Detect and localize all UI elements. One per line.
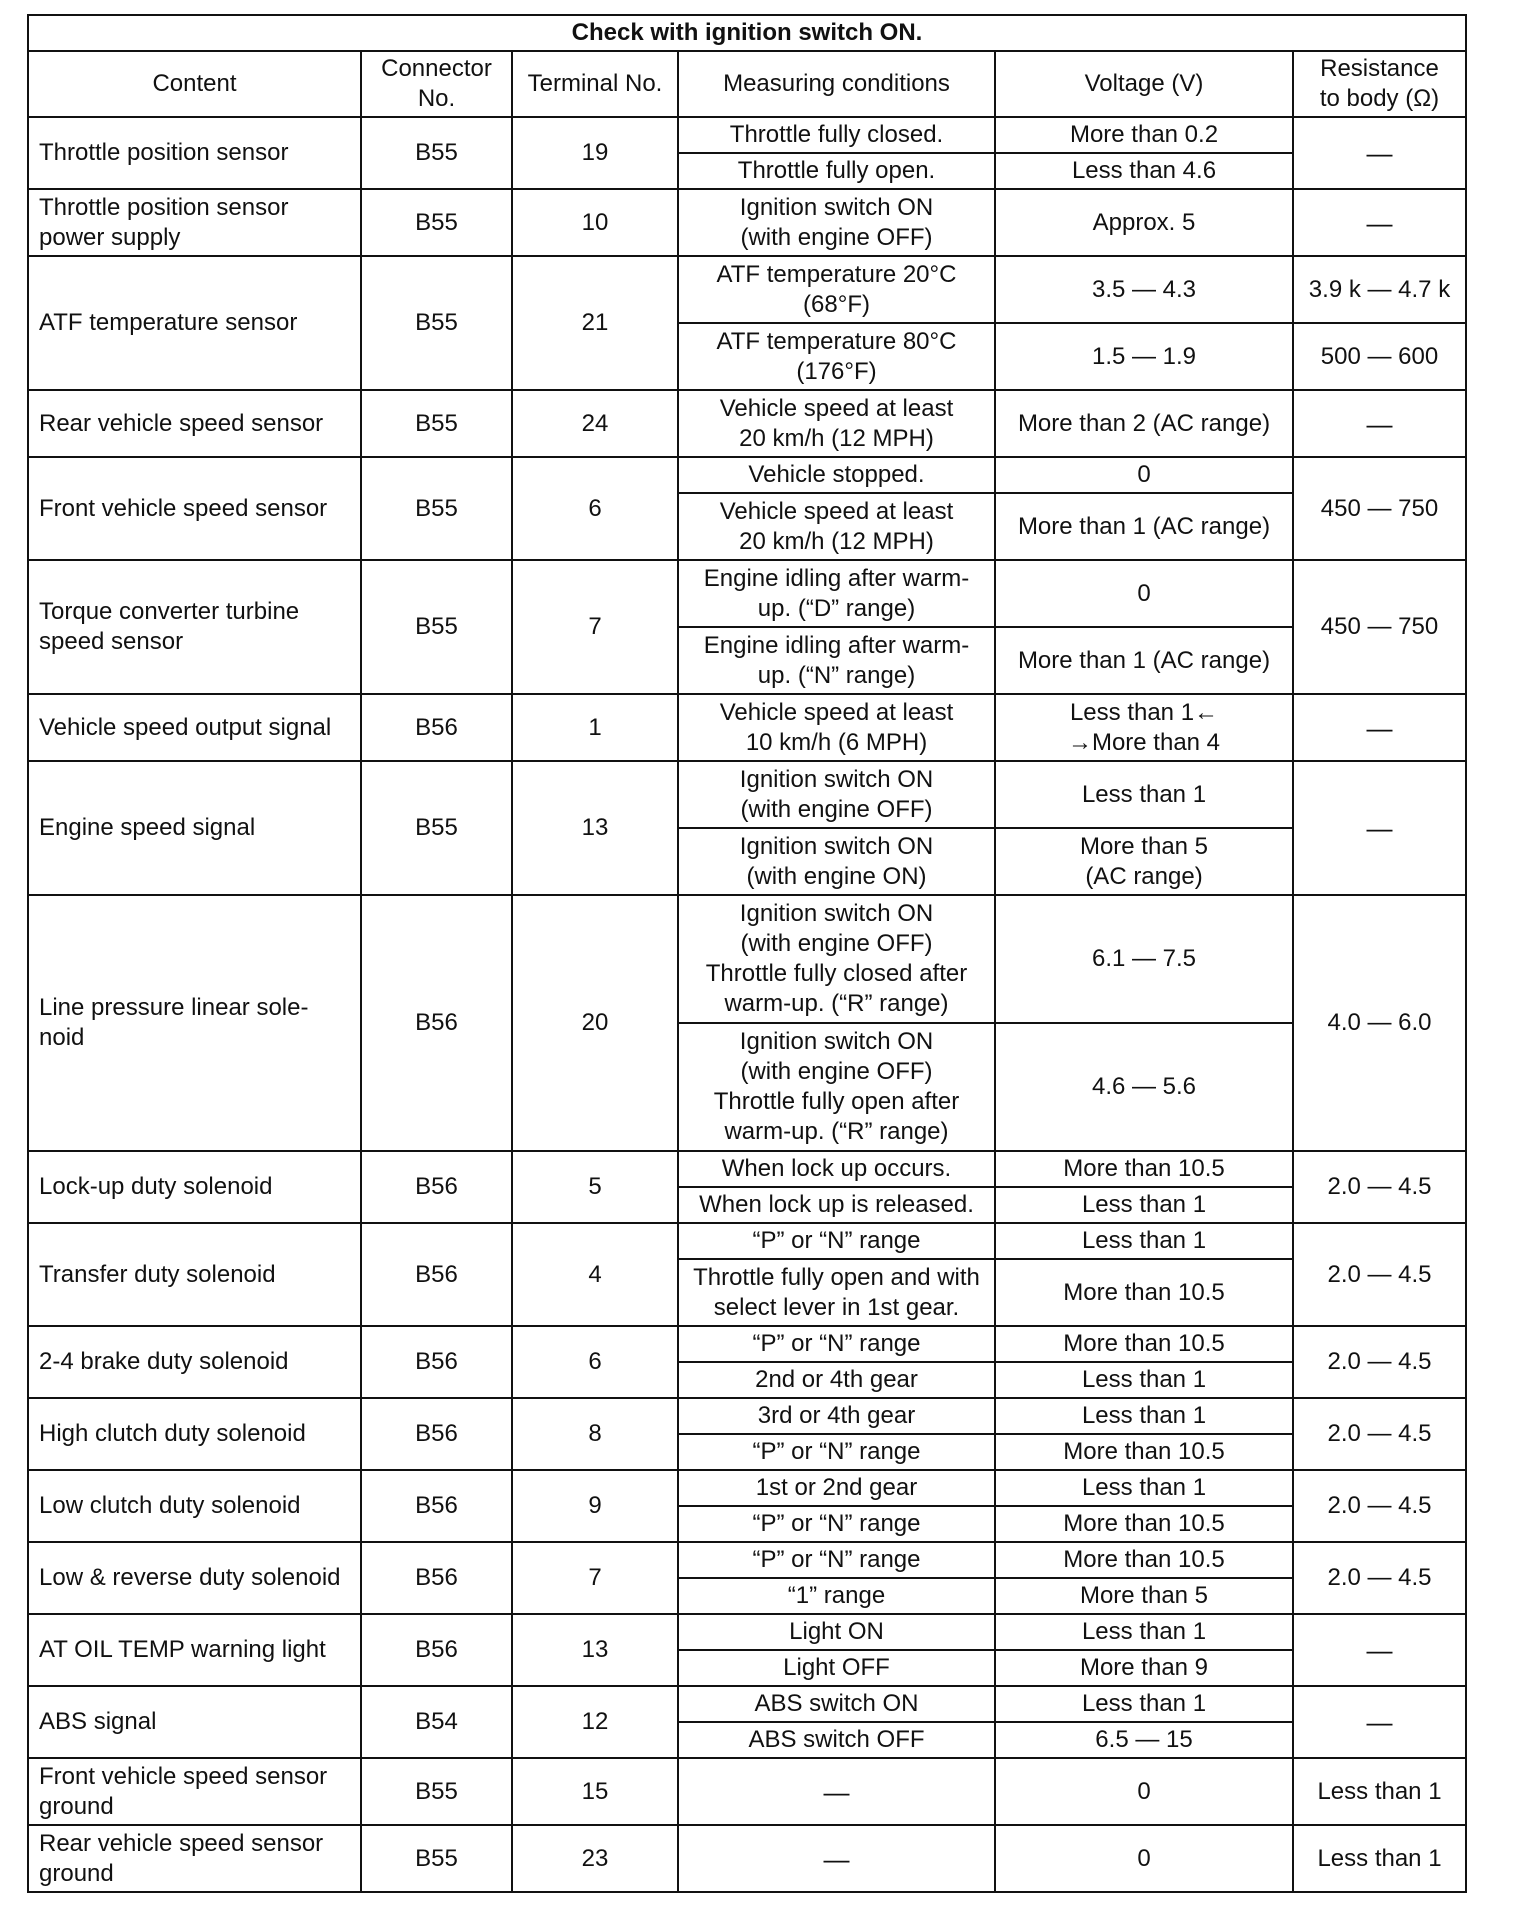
resistance-cell: — xyxy=(1293,1614,1466,1686)
terminal-cell: 9 xyxy=(512,1470,678,1542)
voltage-cell: 3.5 — 4.3 xyxy=(995,256,1293,323)
terminal-cell: 13 xyxy=(512,1614,678,1686)
terminal-cell: 6 xyxy=(512,1326,678,1398)
header-resistance: Resistance to body (Ω) xyxy=(1293,51,1466,117)
content-cell: Throttle position sensor power supply xyxy=(28,189,361,256)
table-row xyxy=(28,1470,1466,1506)
table-row xyxy=(28,457,1466,493)
resistance-cell: 2.0 — 4.5 xyxy=(1293,1326,1466,1398)
content-cell: Rear vehicle speed sensor ground xyxy=(28,1825,361,1892)
table-row xyxy=(28,1223,1466,1259)
connector-cell: B55 xyxy=(361,1758,512,1825)
resistance-cell: 2.0 — 4.5 xyxy=(1293,1398,1466,1470)
resistance-cell: 2.0 — 4.5 xyxy=(1293,1470,1466,1542)
content-cell: ATF temperature sensor xyxy=(28,256,361,390)
voltage-cell: More than 10.5 xyxy=(995,1542,1293,1578)
condition-cell: ABS switch OFF xyxy=(678,1722,995,1758)
voltage-cell: Less than 1 xyxy=(995,1686,1293,1722)
resistance-cell: — xyxy=(1293,189,1466,256)
condition-cell: “P” or “N” range xyxy=(678,1542,995,1578)
condition-cell: Ignition switch ON (with engine OFF) Throttle fully closed after warm-up. (“R” range) xyxy=(678,895,995,1023)
table-row xyxy=(28,1614,1466,1650)
condition-cell: 2nd or 4th gear xyxy=(678,1362,995,1398)
content-cell: Low & reverse duty solenoid xyxy=(28,1542,361,1614)
table-row xyxy=(28,256,1466,323)
content-cell: 2-4 brake duty solenoid xyxy=(28,1326,361,1398)
condition-cell: Throttle fully open and with select lever in 1st gear. xyxy=(678,1259,995,1326)
connector-cell: B56 xyxy=(361,1614,512,1686)
terminal-cell: 8 xyxy=(512,1398,678,1470)
content-cell: Low clutch duty solenoid xyxy=(28,1470,361,1542)
connector-cell: B55 xyxy=(361,457,512,560)
table-row xyxy=(28,1758,1466,1825)
resistance-cell: 500 — 600 xyxy=(1293,323,1466,390)
condition-cell: Vehicle stopped. xyxy=(678,457,995,493)
terminal-cell: 20 xyxy=(512,895,678,1151)
condition-cell: Engine idling after warm- up. (“D” range) xyxy=(678,560,995,627)
content-cell: Lock-up duty solenoid xyxy=(28,1151,361,1223)
header-connector: Connector No. xyxy=(361,51,512,117)
connector-cell: B56 xyxy=(361,1223,512,1326)
voltage-cell: More than 2 (AC range) xyxy=(995,390,1293,457)
condition-cell: Vehicle speed at least 20 km/h (12 MPH) xyxy=(678,493,995,560)
table-row xyxy=(28,1686,1466,1722)
voltage-cell: More than 10.5 xyxy=(995,1326,1293,1362)
content-cell: Front vehicle speed sensor xyxy=(28,457,361,560)
connector-cell: B55 xyxy=(361,256,512,390)
condition-cell: “P” or “N” range xyxy=(678,1506,995,1542)
condition-cell: — xyxy=(678,1758,995,1825)
voltage-cell: Approx. 5 xyxy=(995,189,1293,256)
table-row xyxy=(28,560,1466,627)
table-row xyxy=(28,761,1466,828)
voltage-cell: More than 10.5 xyxy=(995,1151,1293,1187)
voltage-cell: Less than 1 xyxy=(995,1470,1293,1506)
condition-cell: Light ON xyxy=(678,1614,995,1650)
content-cell: Line pressure linear sole- noid xyxy=(28,895,361,1151)
condition-cell: When lock up is released. xyxy=(678,1187,995,1223)
resistance-cell: Less than 1 xyxy=(1293,1825,1466,1892)
table-row xyxy=(28,117,1466,153)
condition-cell: Ignition switch ON (with engine OFF) xyxy=(678,189,995,256)
header-measuring-conditions: Measuring conditions xyxy=(678,51,995,117)
voltage-cell: 0 xyxy=(995,1758,1293,1825)
terminal-cell: 21 xyxy=(512,256,678,390)
condition-cell: 3rd or 4th gear xyxy=(678,1398,995,1434)
terminal-cell: 4 xyxy=(512,1223,678,1326)
resistance-cell: 450 — 750 xyxy=(1293,457,1466,560)
condition-cell: — xyxy=(678,1825,995,1892)
voltage-cell: More than 0.2 xyxy=(995,117,1293,153)
voltage-cell: More than 10.5 xyxy=(995,1506,1293,1542)
voltage-cell: More than 5 (AC range) xyxy=(995,828,1293,895)
header-terminal: Terminal No. xyxy=(512,51,678,117)
terminal-cell: 15 xyxy=(512,1758,678,1825)
connector-cell: B54 xyxy=(361,1686,512,1758)
voltage-cell: Less than 1 xyxy=(995,1362,1293,1398)
voltage-cell: More than 1 (AC range) xyxy=(995,493,1293,560)
table-caption: Check with ignition switch ON. xyxy=(28,15,1466,51)
condition-cell: 1st or 2nd gear xyxy=(678,1470,995,1506)
condition-cell: When lock up occurs. xyxy=(678,1151,995,1187)
connector-cell: B56 xyxy=(361,1326,512,1398)
header-voltage: Voltage (V) xyxy=(995,51,1293,117)
connector-cell: B55 xyxy=(361,1825,512,1892)
content-cell: Vehicle speed output signal xyxy=(28,694,361,761)
voltage-cell: 1.5 — 1.9 xyxy=(995,323,1293,390)
resistance-cell: 2.0 — 4.5 xyxy=(1293,1542,1466,1614)
resistance-cell: Less than 1 xyxy=(1293,1758,1466,1825)
content-cell: Front vehicle speed sensor ground xyxy=(28,1758,361,1825)
resistance-cell: 2.0 — 4.5 xyxy=(1293,1223,1466,1326)
voltage-cell: Less than 1 xyxy=(995,1614,1293,1650)
connector-cell: B55 xyxy=(361,390,512,457)
voltage-cell: 4.6 — 5.6 xyxy=(995,1023,1293,1151)
resistance-cell: 450 — 750 xyxy=(1293,560,1466,694)
condition-cell: Ignition switch ON (with engine ON) xyxy=(678,828,995,895)
voltage-cell: More than 10.5 xyxy=(995,1434,1293,1470)
connector-cell: B55 xyxy=(361,761,512,895)
table-row xyxy=(28,895,1466,1023)
terminal-cell: 19 xyxy=(512,117,678,189)
connector-cell: B56 xyxy=(361,1470,512,1542)
connector-cell: B56 xyxy=(361,1542,512,1614)
condition-cell: ABS switch ON xyxy=(678,1686,995,1722)
resistance-cell: — xyxy=(1293,1686,1466,1758)
resistance-cell: — xyxy=(1293,117,1466,189)
terminal-cell: 24 xyxy=(512,390,678,457)
voltage-cell: More than 9 xyxy=(995,1650,1293,1686)
terminal-cell: 13 xyxy=(512,761,678,895)
table-row xyxy=(28,694,1466,761)
voltage-cell: 6.1 — 7.5 xyxy=(995,895,1293,1023)
header-content: Content xyxy=(28,51,361,117)
terminal-cell: 7 xyxy=(512,560,678,694)
resistance-cell: — xyxy=(1293,761,1466,895)
condition-cell: Ignition switch ON (with engine OFF) xyxy=(678,761,995,828)
table-row xyxy=(28,390,1466,457)
ignition-check-table xyxy=(27,14,1467,1893)
terminal-cell: 6 xyxy=(512,457,678,560)
condition-cell: Vehicle speed at least 20 km/h (12 MPH) xyxy=(678,390,995,457)
resistance-cell: 2.0 — 4.5 xyxy=(1293,1151,1466,1223)
condition-cell: “P” or “N” range xyxy=(678,1434,995,1470)
table-row xyxy=(28,1398,1466,1434)
voltage-cell: 0 xyxy=(995,457,1293,493)
content-cell: Throttle position sensor xyxy=(28,117,361,189)
condition-cell: ATF temperature 20°C (68°F) xyxy=(678,256,995,323)
condition-cell: Throttle fully open. xyxy=(678,153,995,189)
terminal-cell: 5 xyxy=(512,1151,678,1223)
voltage-cell: Less than 1 xyxy=(995,761,1293,828)
voltage-cell: Less than 4.6 xyxy=(995,153,1293,189)
content-cell: High clutch duty solenoid xyxy=(28,1398,361,1470)
resistance-cell: — xyxy=(1293,390,1466,457)
voltage-cell: Less than 1← →More than 4 xyxy=(995,694,1293,761)
resistance-cell: 3.9 k — 4.7 k xyxy=(1293,256,1466,323)
voltage-cell: 6.5 — 15 xyxy=(995,1722,1293,1758)
connector-cell: B56 xyxy=(361,694,512,761)
table-row xyxy=(28,1542,1466,1578)
voltage-cell: More than 5 xyxy=(995,1578,1293,1614)
terminal-cell: 1 xyxy=(512,694,678,761)
voltage-cell: Less than 1 xyxy=(995,1223,1293,1259)
voltage-cell: 0 xyxy=(995,1825,1293,1892)
connector-cell: B55 xyxy=(361,189,512,256)
connector-cell: B55 xyxy=(361,560,512,694)
resistance-cell: 4.0 — 6.0 xyxy=(1293,895,1466,1151)
terminal-cell: 12 xyxy=(512,1686,678,1758)
terminal-cell: 10 xyxy=(512,189,678,256)
terminal-cell: 23 xyxy=(512,1825,678,1892)
table-row xyxy=(28,1151,1466,1187)
voltage-cell: Less than 1 xyxy=(995,1398,1293,1434)
condition-cell: Throttle fully closed. xyxy=(678,117,995,153)
voltage-cell: 0 xyxy=(995,560,1293,627)
condition-cell: Engine idling after warm- up. (“N” range) xyxy=(678,627,995,694)
table-row xyxy=(28,189,1466,256)
condition-cell: Ignition switch ON (with engine OFF) Throttle fully open after warm-up. (“R” range) xyxy=(678,1023,995,1151)
connector-cell: B56 xyxy=(361,1151,512,1223)
voltage-cell: More than 1 (AC range) xyxy=(995,627,1293,694)
voltage-cell: More than 10.5 xyxy=(995,1259,1293,1326)
connector-cell: B56 xyxy=(361,1398,512,1470)
condition-cell: Vehicle speed at least 10 km/h (6 MPH) xyxy=(678,694,995,761)
content-cell: Transfer duty solenoid xyxy=(28,1223,361,1326)
condition-cell: “1” range xyxy=(678,1578,995,1614)
condition-cell: “P” or “N” range xyxy=(678,1326,995,1362)
condition-cell: Light OFF xyxy=(678,1650,995,1686)
condition-cell: ATF temperature 80°C (176°F) xyxy=(678,323,995,390)
terminal-cell: 7 xyxy=(512,1542,678,1614)
content-cell: Torque converter turbine speed sensor xyxy=(28,560,361,694)
content-cell: Engine speed signal xyxy=(28,761,361,895)
connector-cell: B56 xyxy=(361,895,512,1151)
voltage-cell: Less than 1 xyxy=(995,1187,1293,1223)
content-cell: ABS signal xyxy=(28,1686,361,1758)
content-cell: Rear vehicle speed sensor xyxy=(28,390,361,457)
condition-cell: “P” or “N” range xyxy=(678,1223,995,1259)
content-cell: AT OIL TEMP warning light xyxy=(28,1614,361,1686)
table-row xyxy=(28,1825,1466,1892)
connector-cell: B55 xyxy=(361,117,512,189)
resistance-cell: — xyxy=(1293,694,1466,761)
table-row xyxy=(28,1326,1466,1362)
